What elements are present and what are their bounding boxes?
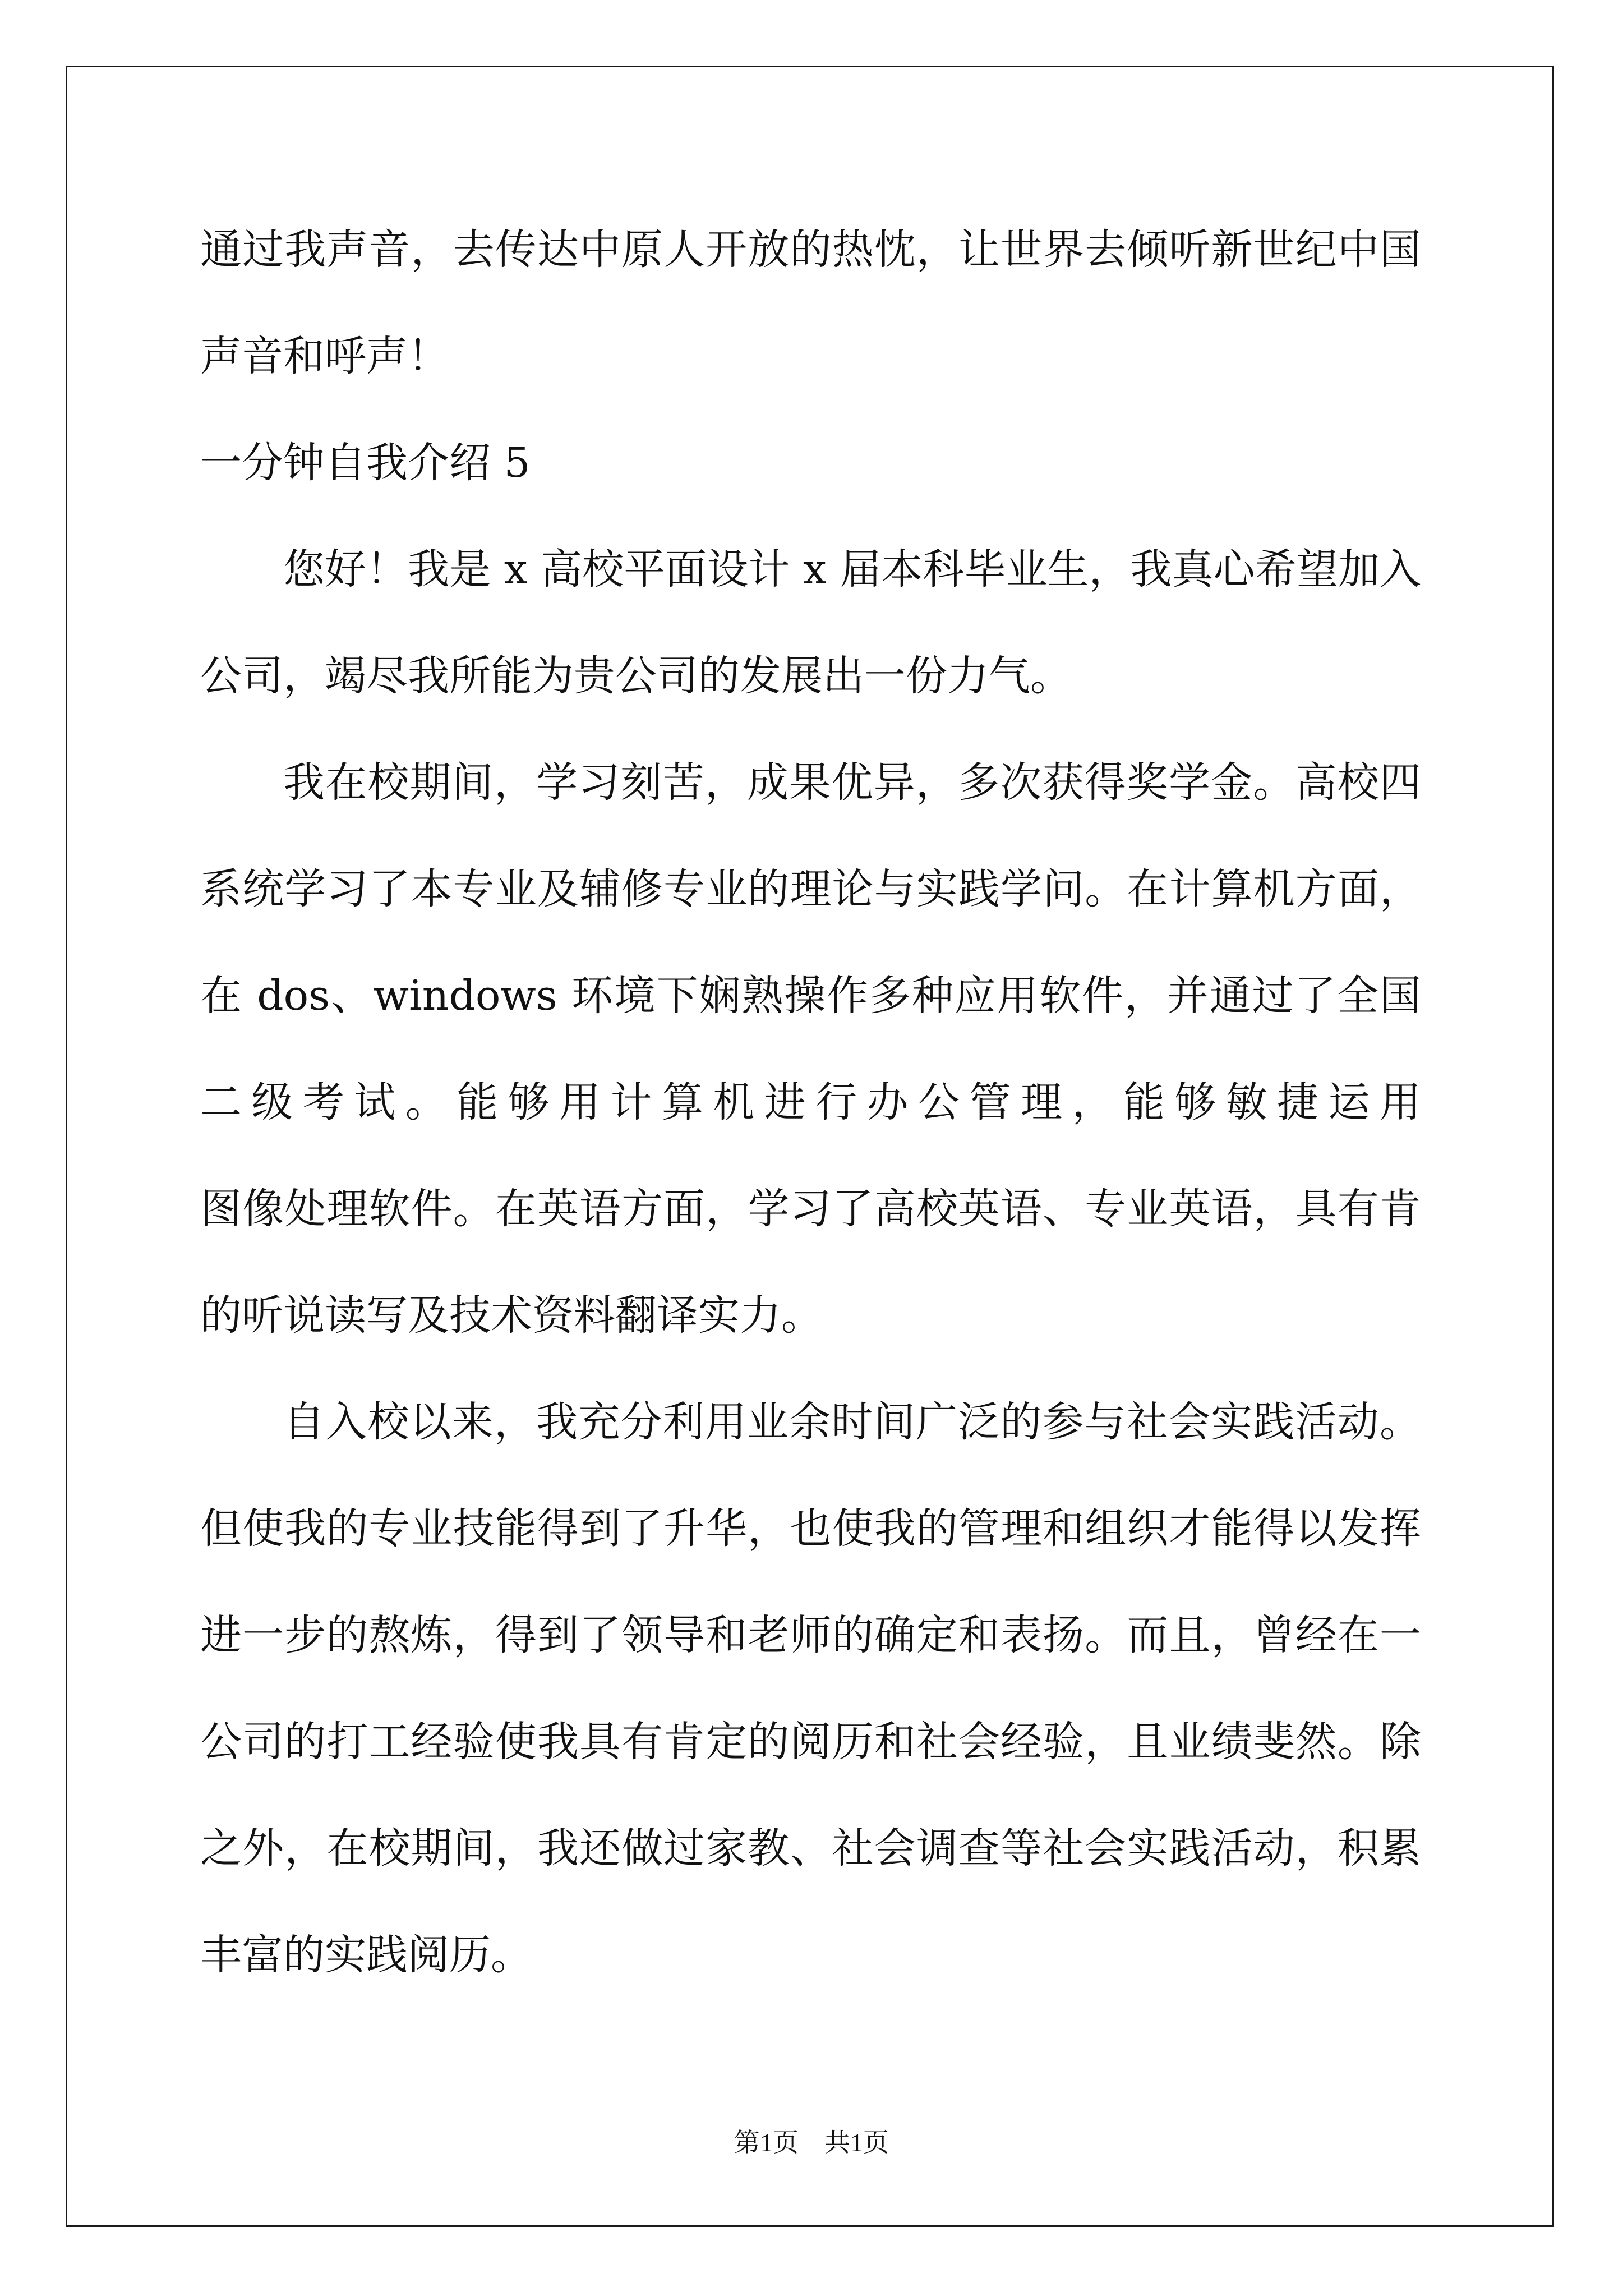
text-line: 二级考试。能够用计算机进行办公管理，能够敏捷运用 (200, 1078, 1421, 1126)
paragraph (200, 1369, 1421, 2008)
section-heading (200, 409, 1421, 516)
paragraph (200, 196, 1421, 409)
text-line: 通过我声音，去传达中原人开放的热忱，让世界去倾听新世纪中国 (200, 226, 1421, 274)
text-line: 我在校期间，学习刻苦，成果优异，多次获得奖学金。高校四 (283, 758, 1421, 807)
text-line: 但使我的专业技能得到了升华，也使我的管理和组织才能得以发挥 (200, 1504, 1421, 1553)
text-line: 之外，在校期间，我还做过家教、社会调查等社会实践活动，积累 (200, 1824, 1421, 1872)
paragraph (200, 729, 1421, 1369)
text-line: 公司，竭尽我所能为贵公司的发展出一份力气。 (200, 652, 1072, 700)
text-line: 系统学习了本专业及辅修专业的理论与实践学问。在计算机方面， (200, 865, 1421, 913)
text-line: 的听说读写及技术资料翻译实力。 (200, 1291, 823, 1340)
paragraph (200, 516, 1421, 729)
page-number-label: 第1页 共1页 (734, 2128, 889, 2157)
text-line: 自入校以来，我充分利用业余时间广泛的参与社会实践活动。 (283, 1398, 1421, 1446)
text-line: 丰富的实践阅历。 (200, 1931, 532, 1979)
heading-text: 一分钟自我介绍 5 (200, 439, 531, 487)
text-line: 您好！我是 x 高校平面设计 x 届本科毕业生，我真心希望加入 (283, 545, 1421, 593)
page-footer (0, 2126, 1623, 2160)
text-line: 公司的打工经验使我具有肯定的阅历和社会经验，且业绩斐然。除 (200, 1718, 1421, 1766)
text-line: 在 dos、windows 环境下娴熟操作多种应用软件，并通过了全国 (200, 972, 1421, 1020)
text-line: 声音和呼声！ (200, 332, 449, 380)
text-line: 进一步的熬炼，得到了领导和老师的确定和表扬。而且，曾经在一 (200, 1611, 1421, 1659)
document-body (200, 196, 1421, 2008)
text-line: 图像处理软件。在英语方面，学习了高校英语、专业英语，具有肯 (200, 1185, 1421, 1233)
